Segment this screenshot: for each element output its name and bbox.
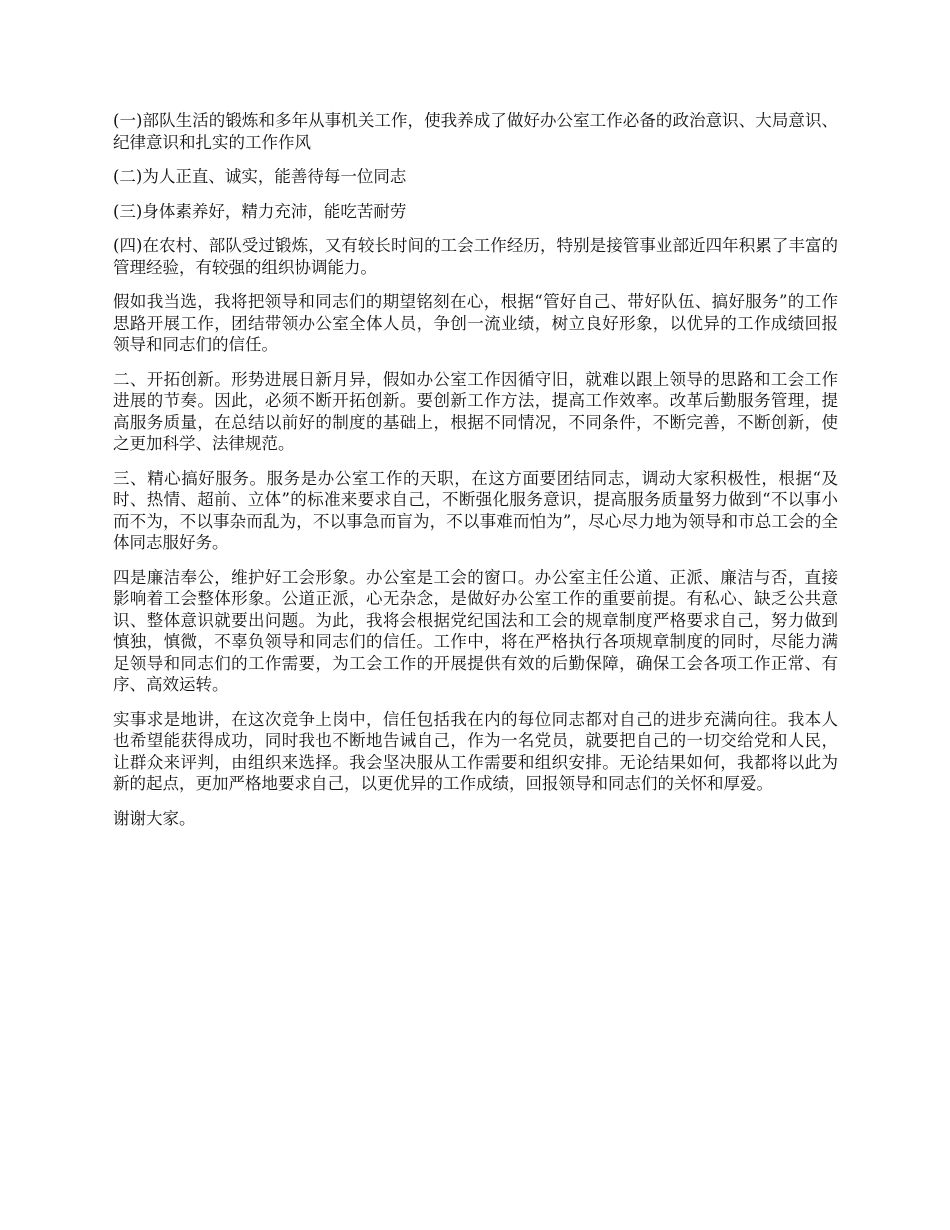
document-body xyxy=(113,110,838,842)
paragraph-strength-2: (二)为人正直、诚实，能善待每一位同志 xyxy=(113,167,407,186)
paragraph-if-elected: 假如我当选，我将把领导和同志们的期望铭刻在心，根据“管好自己、带好队伍、搞好服务”的工作思路开展工作，团结带领办公室全体人员，争创一流业绩，树立良好形象，以优异的工作成绩回报领导和同志们的信任。 xyxy=(113,292,838,354)
paragraph-innovation: 二、开拓创新。形势进展日新月异，假如办公室工作因循守旧，就难以跟上领导的思路和工会工作进展的节奏。因此，必须不断开拓创新。要创新工作方法，提高工作效率。改革后勤服务管理，提高服务质量，在总结以前好的制度的基础上，根据不同情况，不同条件，不断完善，不断创新，使之更加科学、法律规范。 xyxy=(113,369,838,453)
paragraph-thanks: 谢谢大家。 xyxy=(113,808,196,828)
paragraph-service: 三、精心搞好服务。服务是办公室工作的天职，在这方面要团结同志，调动大家积极性，根据“及时、热情、超前、立体”的标准来要求自己，不断强化服务意识，提高服务质量努力做到“不以事小而不为，不以事杂而乱为，不以事急而盲为，不以事难而怕为”，尽心尽力地为领导和市总工会的全体同志服好务。 xyxy=(113,468,838,552)
paragraph-strength-3: (三)身体素养好，精力充沛，能吃苦耐劳 xyxy=(113,201,407,221)
paragraph-conclusion: 实事求是地讲，在这次竞争上岗中，信任包括我在内的每位同志都对自己的进步充满向往。我本人也希望能获得成功，同时我也不断地告诫自己，作为一名党员，就要把自己的一切交给党和人民，让群众来评判，由组织来选择。我会坚决服从工作需要和组织安排。无论结果如何，我都将以此为新的起点，更加严格地要求自己，以更优异的工作成绩，回报领导和同志们的关怀和厚爱。 xyxy=(113,709,838,793)
paragraph-strength-1: (一)部队生活的锻炼和多年从事机关工作，使我养成了做好办公室工作必备的政治意识、大局意识、纪律意识和扎实的工作作风 xyxy=(113,111,838,152)
paragraph-strength-4: (四)在农村、部队受过锻炼，又有较长时间的工会工作经历，特别是接管事业部近四年积累了丰富的管理经验，有较强的组织协调能力。 xyxy=(113,236,838,277)
paragraph-integrity: 四是廉洁奉公，维护好工会形象。办公室是工会的窗口。办公室主任公道、正派、廉洁与否，直接影响着工会整体形象。公道正派，心无杂念，是做好办公室工作的重要前提。有私心、缺乏公共意识、整体意识就要出问题。为此，我将会根据党纪国法和工会的规章制度严格要求自己，努力做到慎独，慎微，不辜负领导和同志们的信任。工作中，将在严格执行各项规章制度的同时，尽能力满足领导和同志们的工作需要，为工会工作的开展提供有效的后勤保障，确保工会各项工作正常、有序、高效运转。 xyxy=(113,567,838,694)
